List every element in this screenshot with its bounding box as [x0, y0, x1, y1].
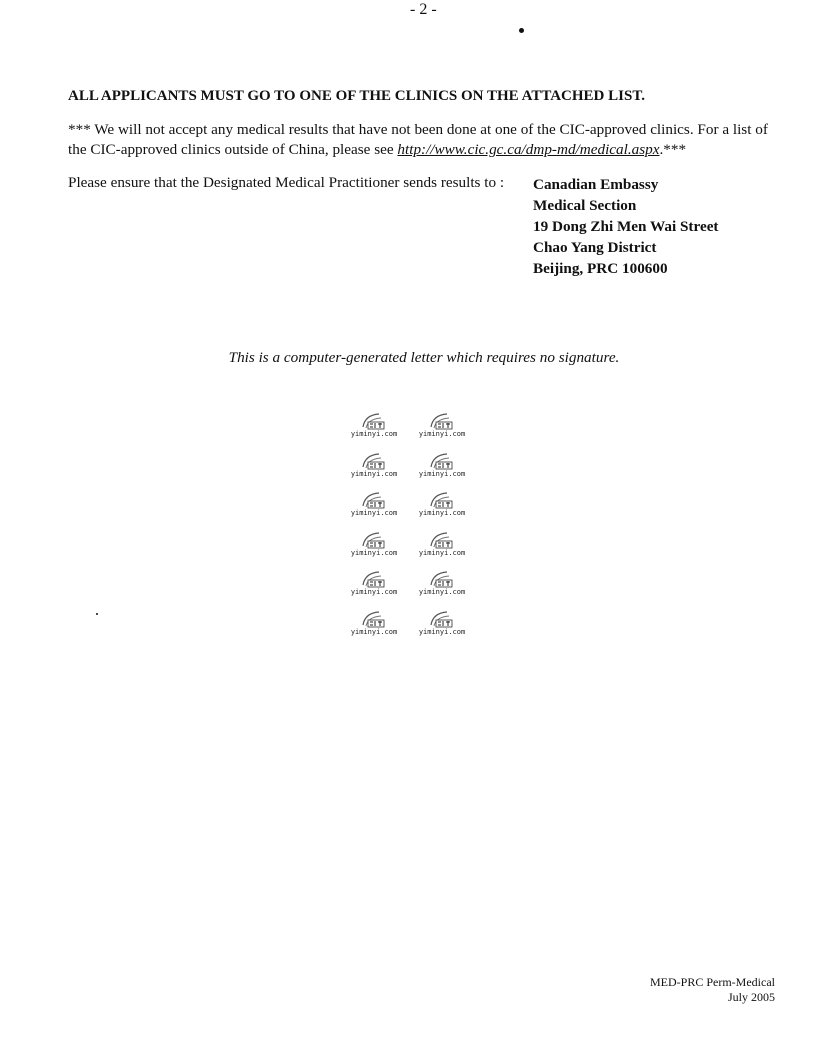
watermark-stamp [340, 530, 408, 570]
scan-speck [96, 613, 98, 615]
page-heading: ALL APPLICANTS MUST GO TO ONE OF THE CLINICS ON THE ATTACHED LIST. [68, 88, 645, 104]
watermark-text: yiminyi.com [350, 627, 398, 636]
address-line-5: Beijing, PRC 100600 [533, 260, 668, 277]
watermark-grid [340, 411, 480, 648]
watermark-stamp [408, 411, 476, 451]
watermark-text: yiminyi.com [350, 509, 398, 517]
watermark-text: yiminyi.com [350, 469, 398, 478]
watermark-logo-icon [359, 490, 389, 510]
watermark-text: yiminyi.com [418, 430, 466, 438]
watermark-logo-icon [359, 411, 389, 431]
address-line-2: Medical Section [533, 197, 637, 214]
address-line-1: Canadian Embassy [533, 176, 659, 193]
watermark-logo-icon [359, 609, 389, 629]
watermark-text: yiminyi.com [350, 548, 398, 557]
watermark-logo-icon [359, 530, 389, 550]
watermark-stamp [340, 451, 408, 491]
address-line-3: 19 Dong Zhi Men Wai Street [533, 218, 719, 235]
watermark-text: yiminyi.com [418, 627, 466, 636]
signature-note: This is a computer-generated letter which requires no signature. [228, 349, 620, 366]
watermark-stamp [408, 530, 476, 570]
watermark-stamp [408, 609, 476, 649]
watermark-logo-icon [359, 569, 389, 589]
form-date: July 2005 [727, 990, 775, 1004]
cic-medical-link[interactable]: http://www.cic.gc.ca/dmp-md/medical.aspx [397, 141, 660, 158]
watermark-logo-icon [359, 451, 389, 471]
watermark-logo-icon [427, 569, 457, 589]
watermark-stamp [408, 451, 476, 491]
watermark-logo-icon [427, 451, 457, 471]
embassy-address [533, 174, 719, 279]
watermark-logo-icon [427, 411, 457, 431]
scan-speck [519, 28, 524, 33]
watermark-text: yiminyi.com [418, 509, 466, 517]
watermark-text: yiminyi.com [418, 469, 466, 478]
page-number: - 2 - [410, 1, 437, 18]
notice-text: *** We will not accept any medical results that have not been done at one of the CIC-approved clinics. For a list of the CIC-approved clinics outside of China, please see [68, 121, 768, 158]
watermark-text: yiminyi.com [350, 588, 398, 596]
notice-end: .*** [659, 141, 687, 158]
watermark-text: yiminyi.com [350, 430, 398, 438]
watermark-text: yiminyi.com [418, 588, 466, 596]
watermark-logo-icon [427, 609, 457, 629]
watermark-logo-icon [427, 490, 457, 510]
form-code: MED-PRC Perm-Medical [650, 975, 775, 989]
watermark-stamp [340, 569, 408, 609]
watermark-stamp [408, 569, 476, 609]
ensure-text: Please ensure that the Designated Medical Practitioner sends results to : [68, 174, 505, 191]
notice-paragraph [68, 120, 788, 160]
document-footer [600, 975, 775, 1005]
watermark-stamp [340, 411, 408, 451]
watermark-stamp [340, 609, 408, 649]
watermark-stamp [408, 490, 476, 530]
address-line-4: Chao Yang District [533, 239, 657, 256]
watermark-logo-icon [427, 530, 457, 550]
watermark-text: yiminyi.com [418, 548, 466, 557]
watermark-stamp [340, 490, 408, 530]
